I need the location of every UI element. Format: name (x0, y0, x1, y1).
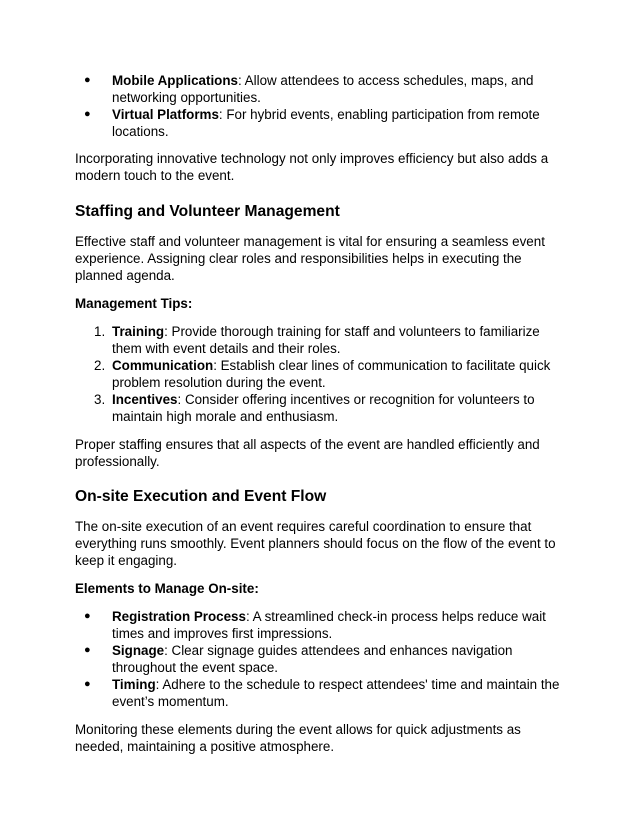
paragraph-staffing-closing: Proper staffing ensures that all aspects of the event are handled efficiently and professionally. (75, 437, 540, 469)
list-item (75, 391, 570, 425)
list-item-desc: : Provide thorough training for staff and volunteers to familiarize them with event details and their roles. (112, 324, 540, 356)
paragraph-onsite-intro: The on-site execution of an event requires careful coordination to ensure that everything runs smoothly. Event planners should focus on the flow of the event to keep it engaging. (75, 519, 556, 568)
list-item-term: Mobile Applications (112, 73, 238, 88)
list-item-term: Training (112, 324, 165, 339)
list-item-desc: : For hybrid events, enabling participation from remote locations. (112, 107, 540, 139)
list-item-desc: : A streamlined check-in process helps reduce wait times and improves first impressions. (112, 609, 546, 641)
list-item-term: Communication (112, 358, 214, 373)
list-item-term: Registration Process (112, 609, 246, 624)
list-item (75, 323, 570, 357)
list-item (75, 642, 570, 676)
list-item (75, 608, 570, 642)
list-item-term: Incentives (112, 392, 178, 407)
list-item-term: Signage (112, 643, 165, 658)
bullet: ● (84, 108, 91, 120)
list-item (75, 357, 570, 391)
list-item-term: Virtual Platforms (112, 107, 219, 122)
bullet: ● (84, 74, 91, 86)
list-item (75, 676, 570, 710)
list-item (75, 72, 570, 106)
onsite-elements-list (75, 608, 570, 710)
list-item-desc: : Adhere to the schedule to respect attendees' time and maintain the event’s momentum. (112, 677, 560, 709)
list-item (75, 106, 570, 140)
management-tips-list (75, 323, 570, 425)
subheading-elements: Elements to Manage On-site: (75, 581, 259, 596)
technology-list (75, 72, 570, 140)
document-page (75, 72, 570, 755)
list-item-desc: : Establish clear lines of communication to facilitate quick problem resolution during the event. (112, 358, 551, 390)
list-item-term: Timing (112, 677, 156, 692)
heading-staffing: Staffing and Volunteer Management (75, 203, 340, 220)
heading-onsite: On-site Execution and Event Flow (75, 488, 327, 505)
bullet: ● (84, 610, 91, 622)
paragraph-technology: Incorporating innovative technology not only improves efficiency but also adds a modern touch to the event. (75, 151, 549, 183)
list-item-desc: : Allow attendees to access schedules, maps, and networking opportunities. (112, 73, 534, 105)
paragraph-onsite-closing: Monitoring these elements during the event allows for quick adjustments as needed, maintaining a positive atmosphere. (75, 722, 521, 754)
list-number: 2. (94, 358, 106, 373)
bullet: ● (84, 644, 91, 656)
paragraph-staffing-intro: Effective staff and volunteer management is vital for ensuring a seamless event experience. Assigning clear roles and responsibilities helps in executing the planned agenda. (75, 234, 545, 283)
list-number: 3. (94, 392, 106, 407)
list-item-desc: : Clear signage guides attendees and enhances navigation throughout the event space. (112, 643, 513, 675)
bullet: ● (84, 678, 91, 690)
list-item-desc: : Consider offering incentives or recognition for volunteers to maintain high morale and enthusiasm. (112, 392, 535, 424)
list-number: 1. (94, 324, 106, 339)
subheading-management-tips: Management Tips: (75, 296, 193, 311)
